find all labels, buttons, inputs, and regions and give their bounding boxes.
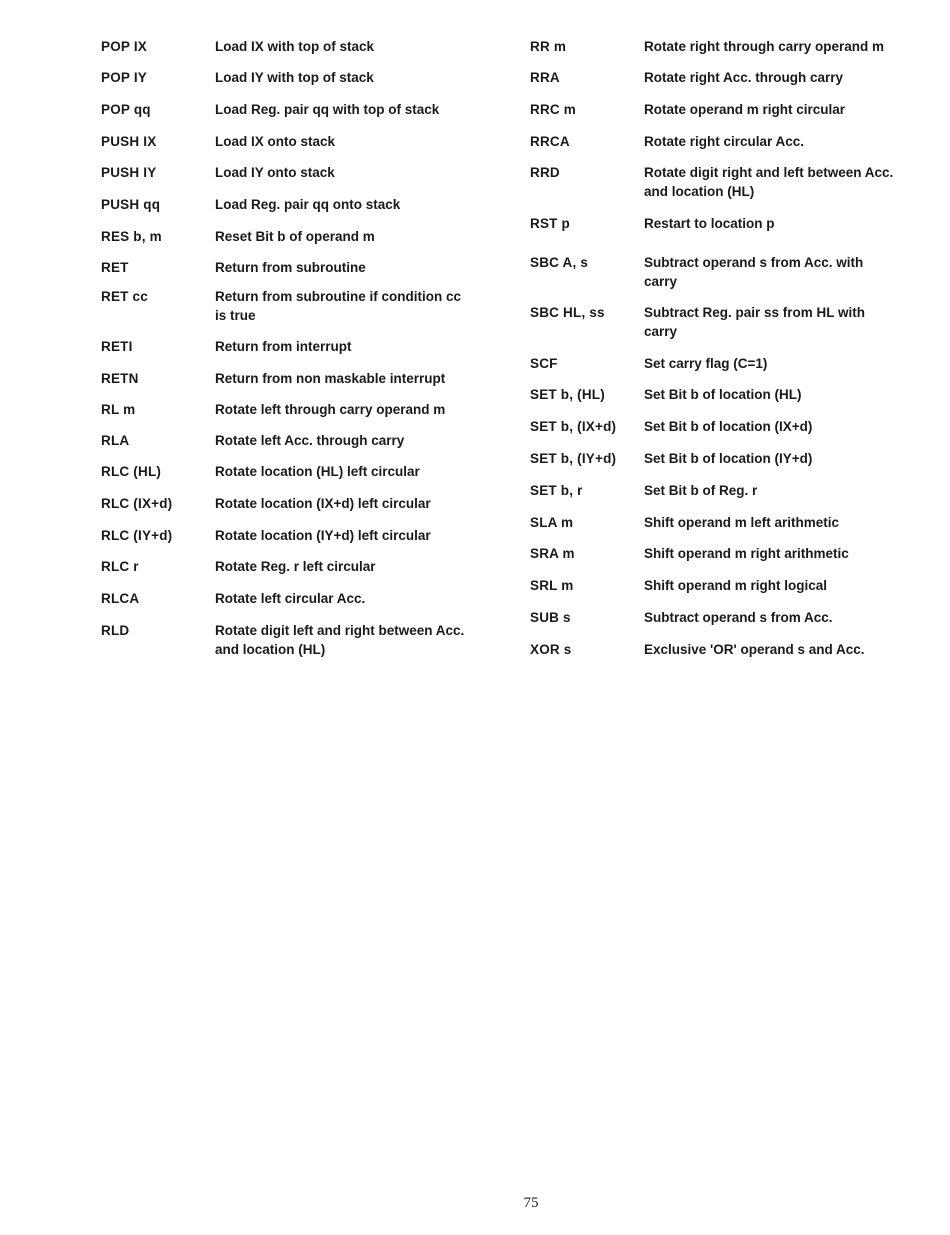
instruction-mnemonic: RLC (IY+d): [101, 528, 173, 543]
instruction-description: Load IY with top of stack: [215, 70, 374, 85]
instruction-description: Rotate right through carry operand m: [644, 39, 885, 54]
instruction-description: Subtract operand s from Acc. with carry: [644, 255, 864, 289]
instruction-mnemonic: POP qq: [101, 102, 151, 117]
instruction-description: Subtract operand s from Acc.: [644, 610, 833, 625]
instruction-description: Rotate location (IX+d) left circular: [215, 496, 431, 511]
instruction-mnemonic: SBC HL, ss: [530, 305, 605, 320]
instruction-mnemonic: RLC r: [101, 559, 139, 574]
instruction-description: Shift operand m right logical: [644, 578, 828, 593]
instruction-description: Rotate operand m right circular: [644, 102, 846, 117]
instruction-description: Shift operand m left arithmetic: [644, 515, 840, 530]
instruction-description: Return from subroutine: [215, 260, 366, 275]
instruction-description: Load IY onto stack: [215, 165, 335, 180]
page-number: 75: [523, 1195, 539, 1211]
instruction-mnemonic: RETI: [101, 339, 133, 354]
instruction-description: Rotate right circular Acc.: [644, 134, 805, 149]
left-instruction-column: [0, 0, 465, 700]
instruction-description: Subtract Reg. pair ss from HL with carry: [644, 305, 866, 339]
instruction-description: Rotate location (IY+d) left circular: [215, 528, 431, 543]
instruction-description: Load IX with top of stack: [215, 39, 375, 54]
instruction-mnemonic: SET b, (HL): [530, 387, 605, 402]
instruction-description: Return from interrupt: [215, 339, 352, 354]
instruction-description: Rotate left through carry operand m: [215, 402, 446, 417]
instruction-description: Return from subroutine if condition cc is true: [215, 289, 461, 323]
instruction-mnemonic: PUSH IY: [101, 165, 157, 180]
instruction-description: Restart to location p: [644, 216, 775, 231]
instruction-description: Set Bit b of Reg. r: [644, 483, 758, 498]
instruction-description: Return from non maskable interrupt: [215, 371, 446, 386]
instruction-mnemonic: SBC A, s: [530, 255, 589, 270]
instruction-description: Load IX onto stack: [215, 134, 336, 149]
instruction-mnemonic: RRCA: [530, 134, 570, 149]
instruction-mnemonic: XOR s: [530, 642, 572, 657]
instruction-mnemonic: RR m: [530, 39, 567, 54]
instruction-mnemonic: RLA: [101, 433, 130, 448]
instruction-mnemonic: RRD: [530, 165, 560, 180]
instruction-description: Rotate right Acc. through carry: [644, 70, 844, 85]
instruction-mnemonic: RRC m: [530, 102, 577, 117]
instruction-mnemonic: SET b, r: [530, 483, 583, 498]
instruction-description: Rotate digit right and left between Acc. and location (HL): [644, 165, 894, 199]
instruction-description: Set Bit b of location (IY+d): [644, 451, 813, 466]
instruction-description: Set Bit b of location (HL): [644, 387, 802, 402]
instruction-mnemonic: RL m: [101, 402, 136, 417]
instruction-description: Load Reg. pair qq with top of stack: [215, 102, 440, 117]
instruction-mnemonic: RET cc: [101, 289, 148, 304]
instruction-mnemonic: RLD: [101, 623, 130, 638]
instruction-description: Load Reg. pair qq onto stack: [215, 197, 401, 212]
instruction-mnemonic: SRA m: [530, 546, 575, 561]
instruction-mnemonic: RLCA: [101, 591, 140, 606]
instruction-mnemonic: PUSH qq: [101, 197, 161, 212]
instruction-description: Rotate Reg. r left circular: [215, 559, 376, 574]
instruction-mnemonic: RET: [101, 260, 129, 275]
instruction-mnemonic: SCF: [530, 356, 558, 371]
instruction-mnemonic: RETN: [101, 371, 139, 386]
instruction-description: Rotate left Acc. through carry: [215, 433, 405, 448]
instruction-mnemonic: POP IX: [101, 39, 147, 54]
instruction-mnemonic: RST p: [530, 216, 570, 231]
instruction-description: Reset Bit b of operand m: [215, 229, 375, 244]
instruction-description: Rotate left circular Acc.: [215, 591, 366, 606]
instruction-mnemonic: RES b, m: [101, 229, 162, 244]
instruction-description: Rotate location (HL) left circular: [215, 464, 420, 479]
instruction-mnemonic: SET b, (IX+d): [530, 419, 617, 434]
instruction-description: Set carry flag (C=1): [644, 356, 768, 371]
instruction-description: Exclusive 'OR' operand s and Acc.: [644, 642, 865, 657]
instruction-mnemonic: SUB s: [530, 610, 571, 625]
instruction-mnemonic: SLA m: [530, 515, 574, 530]
instruction-mnemonic: RLC (HL): [101, 464, 162, 479]
instruction-mnemonic: SRL m: [530, 578, 574, 593]
instruction-mnemonic: POP IY: [101, 70, 147, 85]
instruction-description: Shift operand m right arithmetic: [644, 546, 849, 561]
right-instruction-column: [430, 0, 894, 700]
instruction-mnemonic: PUSH IX: [101, 134, 157, 149]
instruction-description: Rotate digit left and right between Acc. and location (HL): [215, 623, 465, 657]
instruction-mnemonic: RLC (IX+d): [101, 496, 173, 511]
instruction-mnemonic: RRA: [530, 70, 560, 85]
instruction-description: Set Bit b of location (IX+d): [644, 419, 813, 434]
instruction-mnemonic: SET b, (IY+d): [530, 451, 617, 466]
